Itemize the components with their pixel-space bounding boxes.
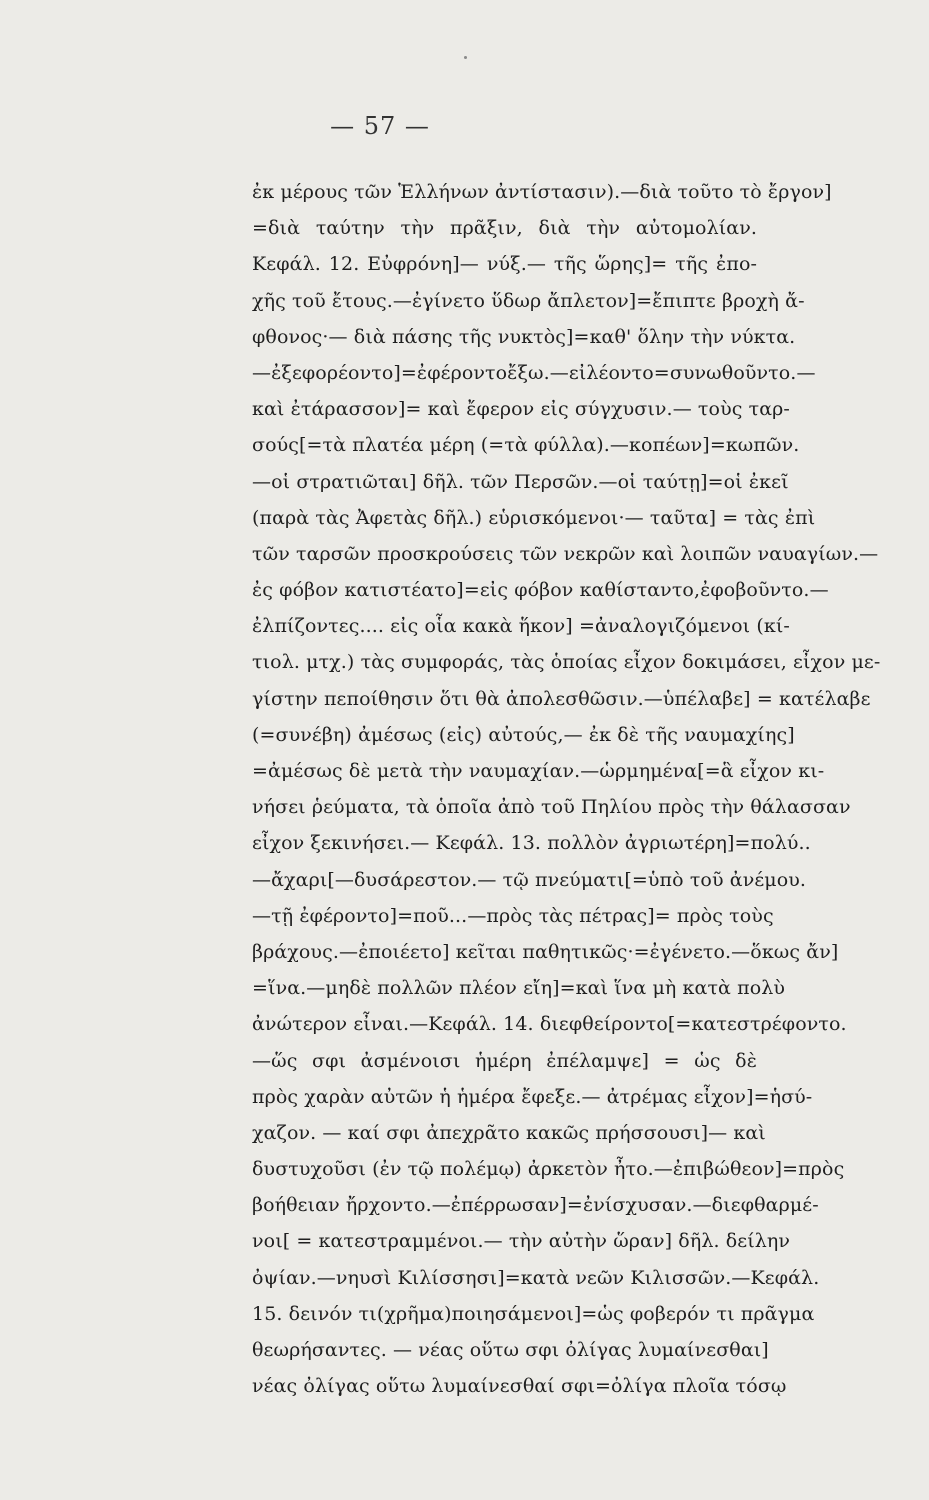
body-text [252,174,881,1404]
text-line: 15. δεινόν τι(χρῆμα)ποιησάμενοι]=ὡς φοβερόν τι πρᾶγμα [252,1302,815,1325]
text-line: σούς[=τὰ πλατέα μέρη (=τὰ φύλλα).—κοπέων]=κωπῶν. [252,434,800,457]
text-line: =ἀμέσως δὲ μετὰ τὴν ναυμαχίαν.—ὡρμημένα[=ἃ εἶχον κι- [252,760,825,782]
text-line: ὀψίαν.—νηυσὶ Κιλίσσησι]=κατὰ νεῶν Κιλισσῶν.—Κεφάλ. [252,1266,820,1289]
text-line: νήσει ῥεύματα, τὰ ὁποῖα ἀπὸ τοῦ Πηλίου πρὸς τὴν θάλασσαν [252,796,851,819]
text-line: Κεφάλ. 12. Εὐφρόνη]— νύξ.— τῆς ὥρης]= τῆς ἐπο- [252,253,757,276]
text-line: —ἐξεφορέοντο]=ἐφέροντοἔξω.—εἰλέοντο=συνωθοῦντο.— [252,361,816,384]
text-line: καὶ ἐτάρασσον]= καὶ ἔφερον εἰς σύγχυσιν.— τοὺς ταρ- [252,398,790,421]
text-line: θεωρήσαντες. — νέας οὕτω σφι ὀλίγας λυμαίνεσθαι] [252,1339,769,1361]
text-line: νέας ὀλίγας οὕτω λυμαίνεσθαί σφι=ὀλίγα πλοῖα τόσῳ [252,1375,787,1398]
text-line: χῆς τοῦ ἔτους.—ἐγίνετο ὕδωρ ἄπλετον]=ἔπιπτε βροχὴ ἄ- [252,289,805,312]
text-line: τῶν ταρσῶν προσκρούσεις τῶν νεκρῶν καὶ λοιπῶν ναυαγίων.— [252,542,879,565]
scan-speck [464,56,467,59]
text-line: =διὰ ταύτην τὴν πρᾶξιν, διὰ τὴν αὐτομολίαν. [252,217,757,240]
text-line: ἀνώτερον εἶναι.—Κεφάλ. 14. διεφθείροντο[=κατεστρέφοντο. [252,1013,847,1036]
text-line: τιολ. μτχ.) τὰς συμφοράς, τὰς ὁποίας εἶχον δοκιμάσει, εἶχον με- [252,651,881,674]
text-line: πρὸς χαρὰν αὐτῶν ἡ ἡμέρα ἔφεξε.— ἀτρέμας εἶχον]=ἡσύ- [252,1085,813,1108]
text-line: —οἱ στρατιῶται] δῆλ. τῶν Περσῶν.—οἱ ταύτῃ]=οἱ ἐκεῖ [252,470,789,493]
text-line: ἐς φόβον κατιστέατο]=εἰς φόβον καθίσταντο,ἐφοβοῦντο.— [252,579,829,602]
text-line: δυστυχοῦσι (ἐν τῷ πολέμῳ) ἀρκετὸν ἦτο.—ἐπιβώθεον]=πρὸς [252,1158,845,1181]
text-line: χαζον. — καί σφι ἀπεχρᾶτο κακῶς πρήσσουσι]— καὶ [252,1121,766,1144]
text-line: (=συνέβη) ἀμέσως (εἰς) αὐτούς,— ἐκ δὲ τῆς ναυμαχίης] [252,723,795,746]
text-line: —ἄχαρι[—δυσάρεστον.— τῷ πνεύματι[=ὑπὸ τοῦ ἀνέμου. [252,868,807,891]
text-line: νοι[ = κατεστραμμένοι.— τὴν αὐτὴν ὥραν] δῆλ. δείλην [252,1230,791,1253]
page-number: — 57 — [330,112,430,140]
text-line: εἶχον ξεκινήσει.— Κεφάλ. 13. πολλὸν ἀγριωτέρη]=πολύ.. [252,832,811,855]
text-line: βράχους.—ἐποιέετο] κεῖται παθητικῶς·=ἐγένετο.—ὅκως ἄν] [252,940,839,963]
text-line: βοήθειαν ἤρχοντο.—ἐπέρρωσαν]=ἐνίσχυσαν.—διεφθαρμέ- [252,1194,819,1217]
text-line: —τῇ ἐφέροντο]=ποῦ...—πρὸς τὰς πέτρας]= πρὸς τοὺς [252,904,774,927]
text-line: —ὥς σφι ἀσμένοισι ἡμέρη ἐπέλαμψε] = ὡς δὲ [252,1049,757,1072]
text-line: γίστην πεποίθησιν ὅτι θὰ ἀπολεσθῶσιν.—ὑπέλαβε] = κατέλαβε [252,687,871,710]
text-line: ἐλπίζοντες.... εἰς οἷα κακὰ ἥκον] =ἀναλογιζόμενοι (κί- [252,615,790,638]
text-line: (παρὰ τὰς Ἀφετὰς δῆλ.) εὑρισκόμενοι·— ταῦτα] = τὰς ἐπὶ [252,506,816,529]
text-line: ἐκ μέρους τῶν Ἑλλήνων ἀντίστασιν).—διὰ τοῦτο τὸ ἔργον] [252,181,832,203]
text-line: =ἵνα.—μηδὲ πολλῶν πλέον εἴη]=καὶ ἵνα μὴ κατὰ πολὺ [252,977,786,1000]
text-line: φθονος·— διὰ πάσης τῆς νυκτὸς]=καθ' ὅλην τὴν νύκτα. [252,325,796,348]
